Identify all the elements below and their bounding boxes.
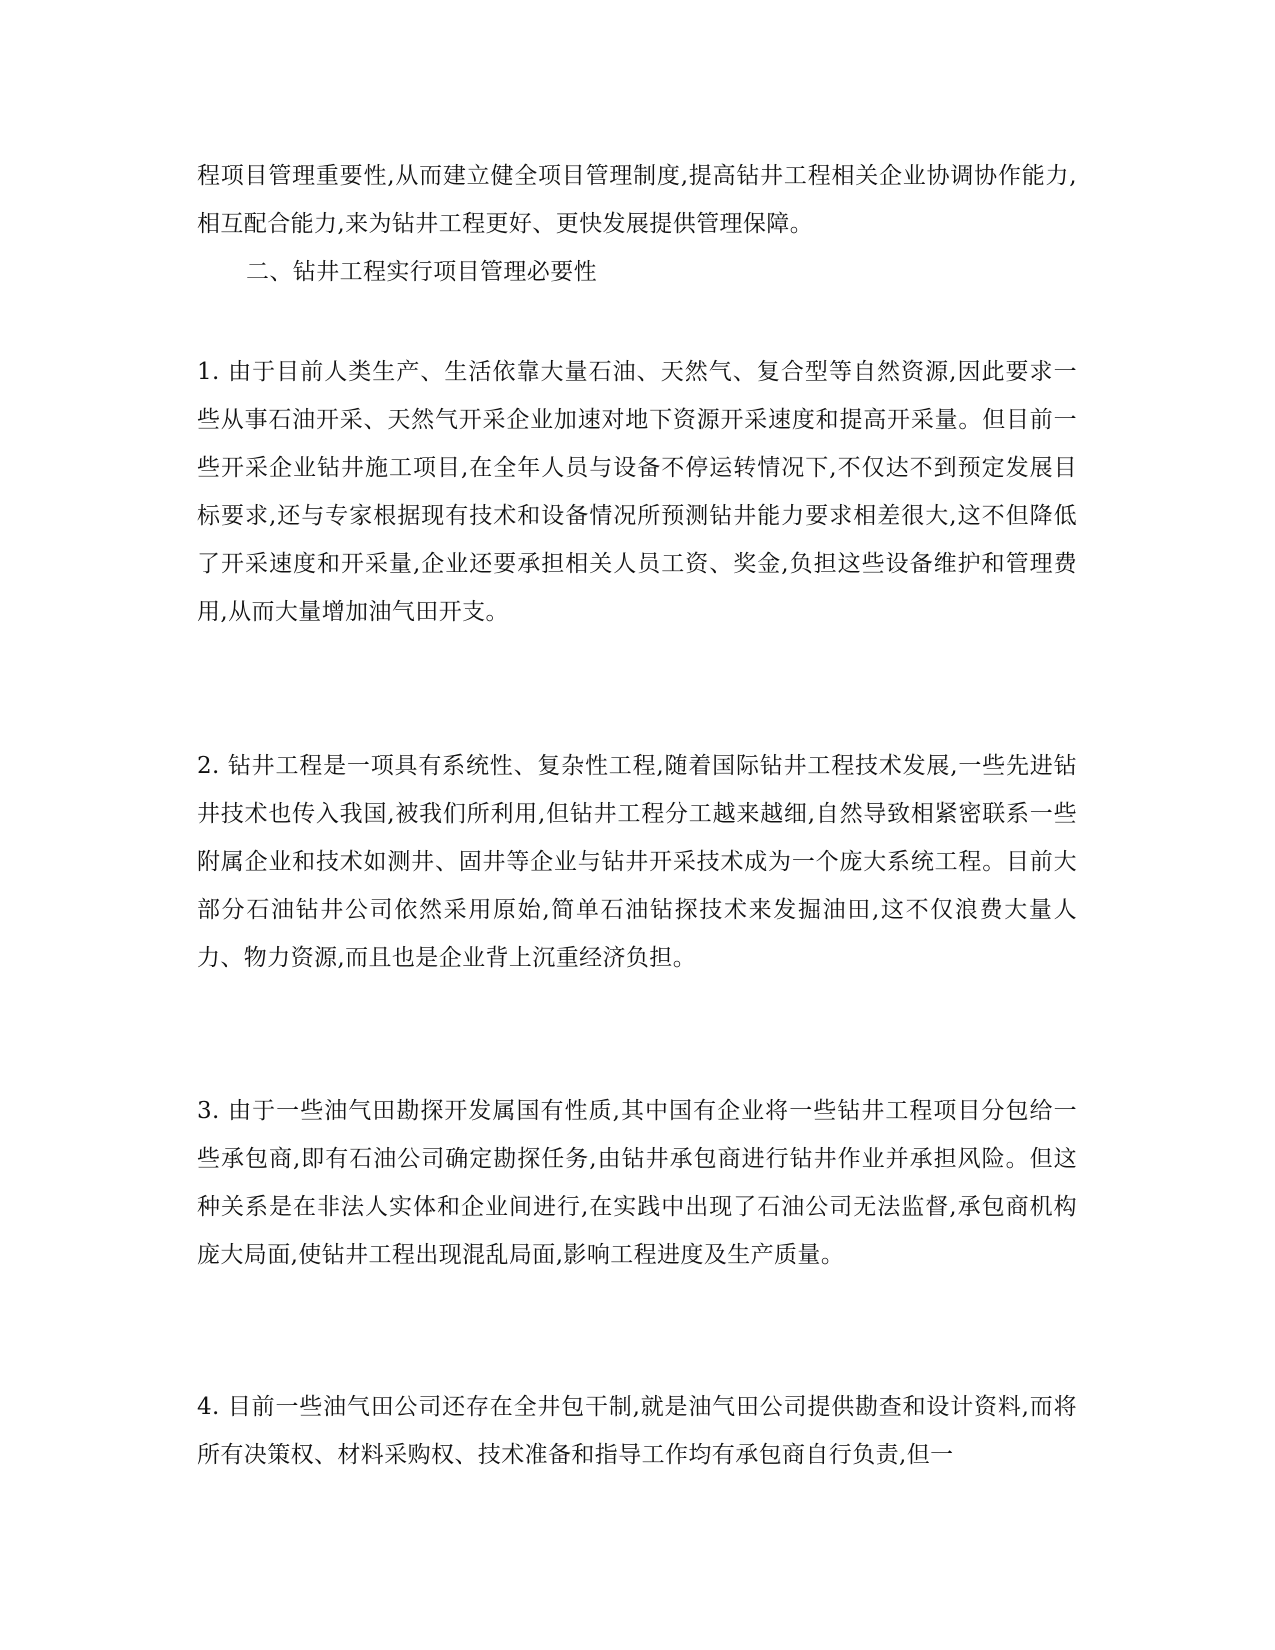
section-heading: 二、钻井工程实行项目管理必要性 — [246, 259, 597, 285]
list-item-4: 4. 目前一些油气田公司还存在全井包干制,就是油气田公司提供勘查和设计资料,而将所有决策权、材料采购权、技术准备和指导工作均有承包商自行负责,但一 — [197, 1394, 1077, 1468]
continuation-paragraph: 程项目管理重要性,从而建立健全项目管理制度,提高钻井工程相关企业协调协作能力,相互配合能力,来为钻井工程更好、更快发展提供管理保障。 — [197, 163, 1077, 237]
list-item-1: 1. 由于目前人类生产、生活依靠大量石油、天然气、复合型等自然资源,因此要求一些从事石油开采、天然气开采企业加速对地下资源开采速度和提高开采量。但目前一些开采企业钻井施工项目,在全年人员与设备不停运转情况下,不仅达不到预定发展目标要求,还与专家根据现有技术和设备情况所预测钻井能力要求相差很大,这不但降低了开采速度和开采量,企业还要承担相关人员工资、奖金,负担这些设备维护和管理费用,从而大量增加油气田开支。 — [197, 359, 1077, 625]
list-item-2: 2. 钻井工程是一项具有系统性、复杂性工程,随着国际钻井工程技术发展,一些先进钻井技术也传入我国,被我们所利用,但钻井工程分工越来越细,自然导致相紧密联系一些附属企业和技术如测井、固井等企业与钻井开采技术成为一个庞大系统工程。目前大部分石油钻井公司依然采用原始,简单石油钻探技术来发掘油田,这不仅浪费大量人力、物力资源,而且也是企业背上沉重经济负担。 — [197, 753, 1077, 971]
list-item-3: 3. 由于一些油气田勘探开发属国有性质,其中国有企业将一些钻井工程项目分包给一些承包商,即有石油公司确定勘探任务,由钻井承包商进行钻井作业并承担风险。但这种关系是在非法人实体和企业间进行,在实践中出现了石油公司无法监督,承包商机构庞大局面,使钻井工程出现混乱局面,影响工程进度及生产质量。 — [197, 1098, 1077, 1268]
